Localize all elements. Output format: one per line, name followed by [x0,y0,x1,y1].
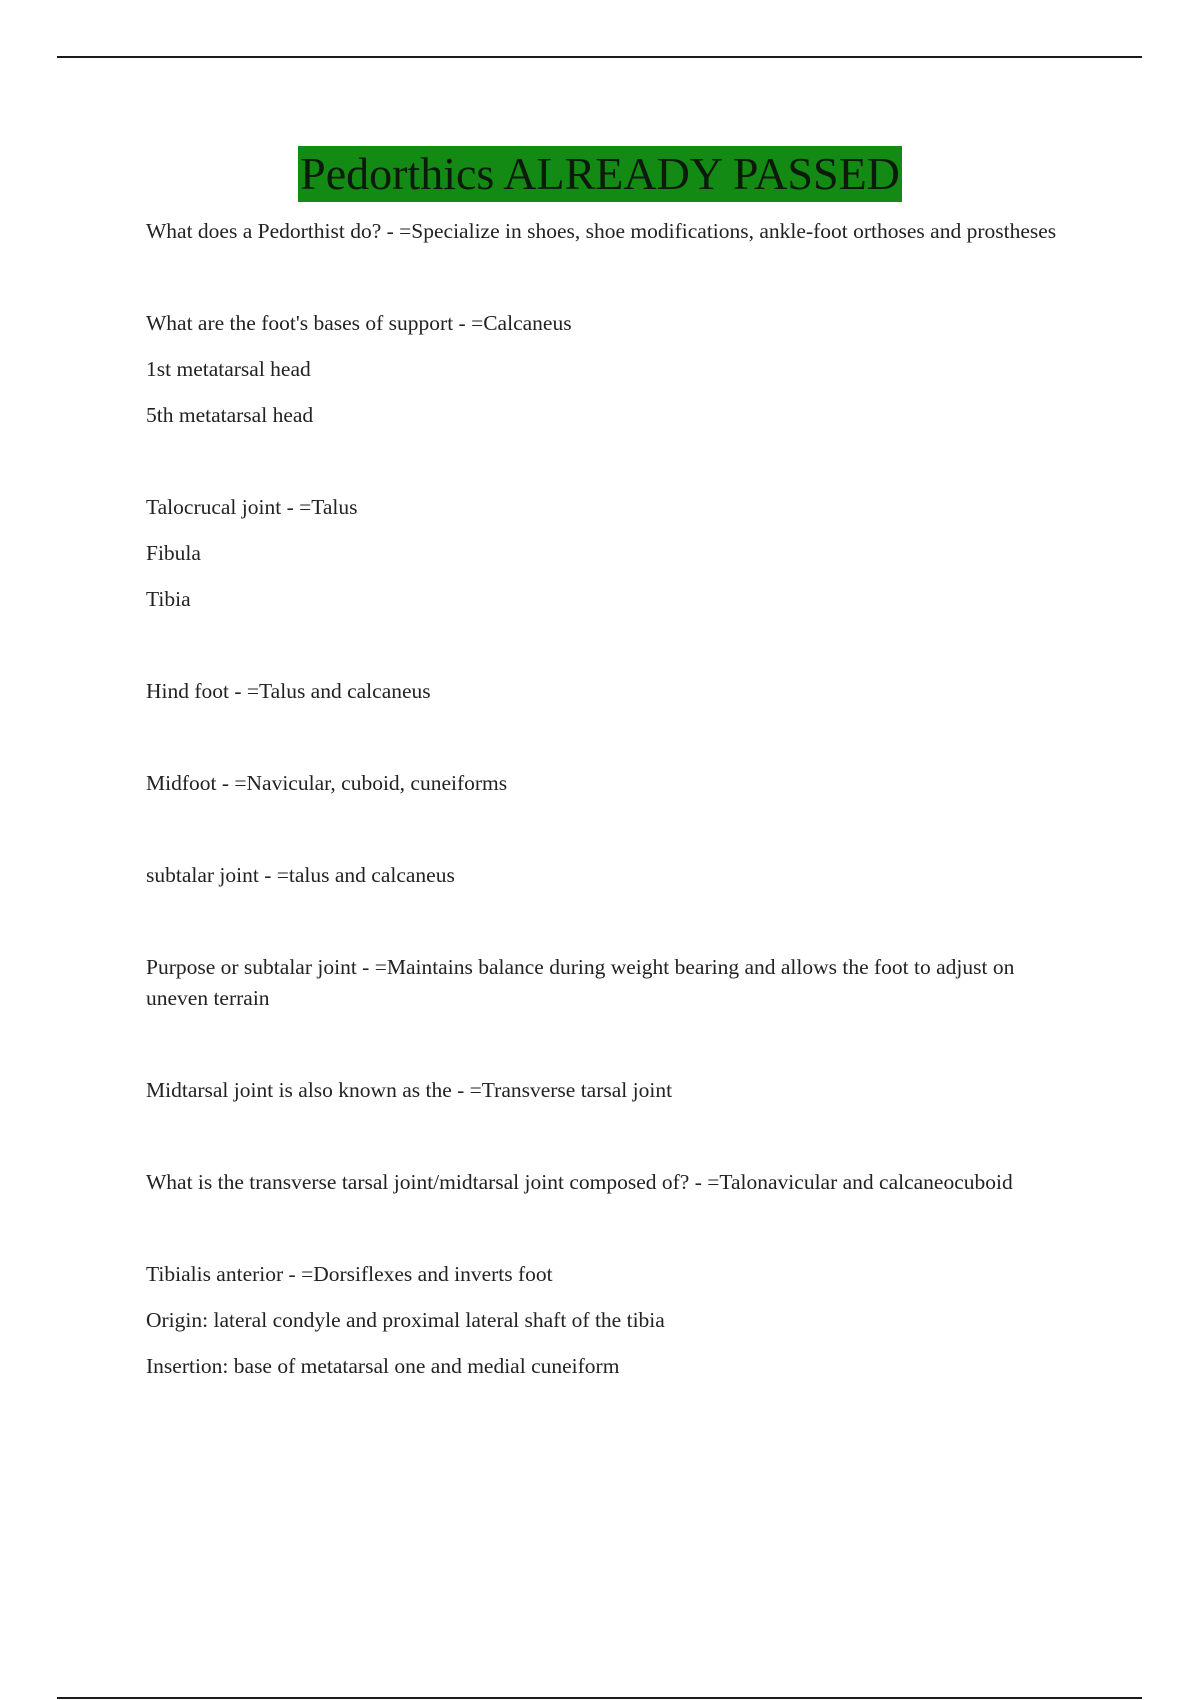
qa-text: Hind foot - =Talus and calcaneus [146,679,431,703]
qa-entry-midfoot [146,768,1076,799]
qa-text: Midfoot - =Navicular, cuboid, cuneiforms [146,771,508,795]
qa-entry-pedorthist [146,216,1076,247]
qa-text: What are the foot's bases of support - =Calcaneus [146,311,572,335]
qa-text-line: Tibia [146,587,191,611]
qa-entry-hind-foot [146,676,1076,707]
qa-text: What is the transverse tarsal joint/midtarsal joint composed of? - =Talonavicular and calcaneocuboid [146,1170,1013,1194]
footer-rule [57,1697,1142,1699]
entry-spacer [146,1213,1076,1259]
document-title: Pedorthics ALREADY PASSED [298,146,902,202]
entry-spacer [146,1029,1076,1075]
entry-spacer [146,262,1076,308]
qa-entry-talocrucal-joint [146,492,1076,615]
qa-text: Midtarsal joint is also known as the - =Transverse tarsal joint [146,1078,673,1102]
entry-spacer [146,1121,1076,1167]
entry-spacer [146,446,1076,492]
flashcard-list [146,216,1076,1397]
title-container [0,146,1200,202]
qa-text-line: 1st metatarsal head [146,357,311,381]
qa-entry-tibialis-anterior [146,1259,1076,1382]
qa-text-line: Origin: lateral condyle and proximal lateral shaft of the tibia [146,1308,665,1332]
qa-text: subtalar joint - =talus and calcaneus [146,863,455,887]
entry-spacer [146,906,1076,952]
qa-text: Talocrucal joint - =Talus [146,495,358,519]
qa-text: Purpose or subtalar joint - =Maintains balance during weight bearing and allows the foot to adjust on uneven terrain [146,955,1015,1010]
entry-spacer [146,722,1076,768]
qa-entry-subtalar-joint [146,860,1076,891]
header-rule [57,56,1142,58]
qa-entry-subtalar-purpose [146,952,1076,1014]
qa-text-line: 5th metatarsal head [146,403,314,427]
qa-text-line: Insertion: base of metatarsal one and medial cuneiform [146,1354,620,1378]
qa-entry-midtarsal-joint [146,1075,1076,1106]
entry-spacer [146,814,1076,860]
qa-text: Tibialis anterior - =Dorsiflexes and inverts foot [146,1262,553,1286]
entry-spacer [146,630,1076,676]
qa-entry-transverse-tarsal [146,1167,1076,1198]
qa-text-line: Fibula [146,541,201,565]
qa-entry-bases-of-support [146,308,1076,431]
qa-text: What does a Pedorthist do? - =Specialize in shoes, shoe modifications, ankle-foot orthoses and prostheses [146,219,1057,243]
